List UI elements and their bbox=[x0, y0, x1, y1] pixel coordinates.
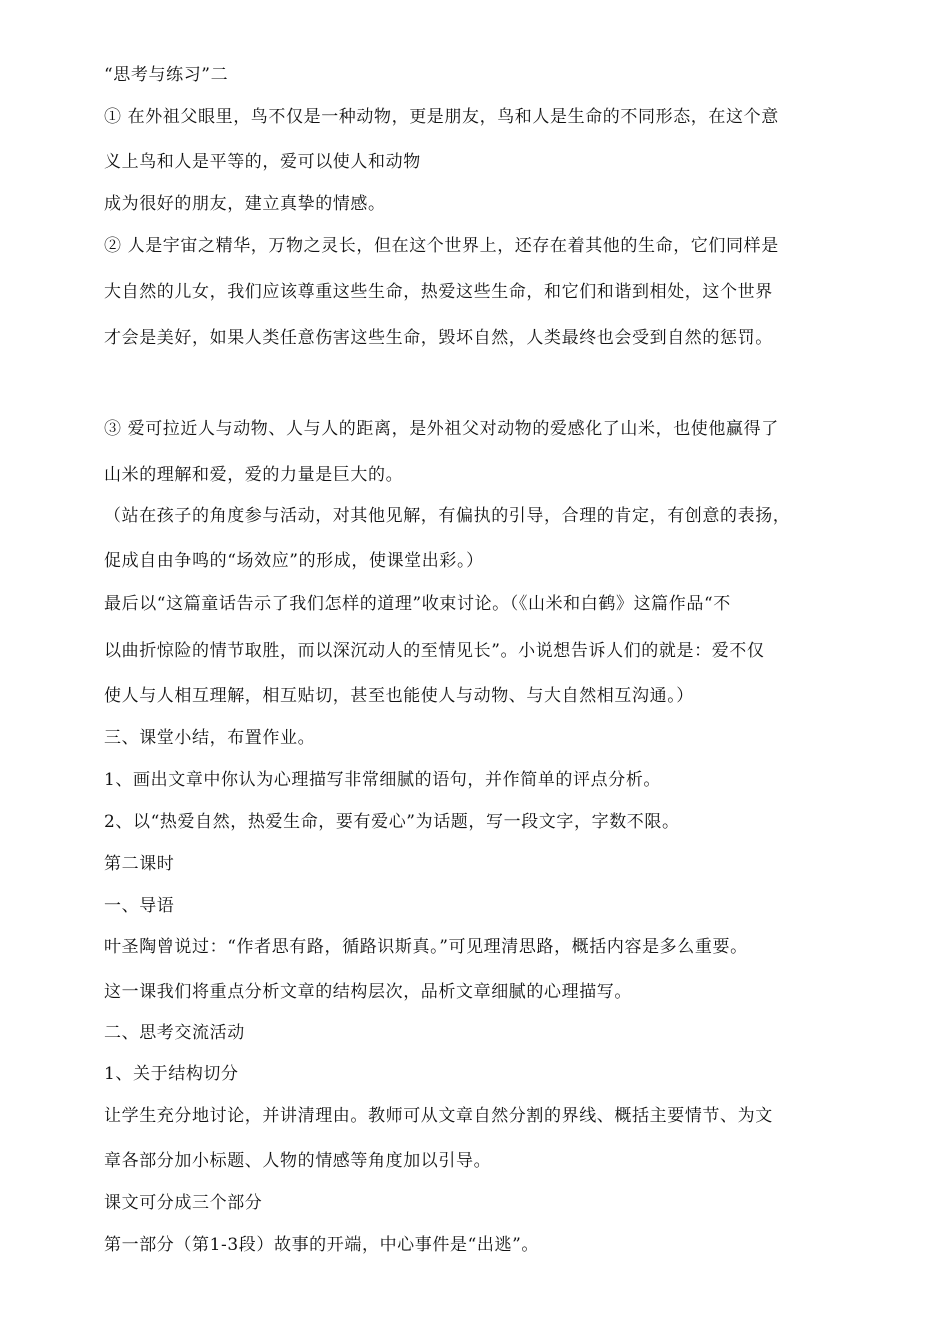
conclusion-line-1: 最后以“这篇童话告示了我们怎样的道理”收束讨论。（《山米和白鹤》这篇作品“不 bbox=[104, 594, 731, 614]
homework-item-2: 2、以“热爱自然，热爱生命，要有爱心”为话题，写一段文字，字数不限。 bbox=[104, 812, 680, 832]
conclusion-line-3: 使人与人相互理解，相互贴切，甚至也能使人与动物、与大自然相互沟通。） bbox=[104, 686, 694, 706]
answer-3-line-1: ③ 爱可拉近人与动物、人与人的距离，是外祖父对动物的爱感化了山米，也使他赢得了 bbox=[104, 419, 779, 439]
part-1-description: 第一部分（第1-3段）故事的开端，中心事件是“出逃”。 bbox=[104, 1235, 539, 1255]
structure-line-2: 章各部分加小标题、人物的情感等角度加以引导。 bbox=[104, 1151, 492, 1171]
answer-1-line-1: ① 在外祖父眼里，鸟不仅是一种动物，更是朋友，鸟和人是生命的不同形态，在这个意 bbox=[104, 107, 779, 127]
note-line-2: 促成自由争鸣的“场效应”的形成，使课堂出彩。） bbox=[104, 551, 484, 571]
intro-heading: 一、导语 bbox=[104, 896, 175, 916]
note-line-1: （站在孩子的角度参与活动，对其他见解，有偏执的引导，合理的肯定，有创意的表扬， bbox=[104, 506, 791, 526]
section-2-heading: 二、思考交流活动 bbox=[104, 1023, 245, 1043]
answer-1-line-3: 成为很好的朋友，建立真挚的情感。 bbox=[104, 194, 386, 214]
answer-2-line-2: 大自然的儿女，我们应该尊重这些生命，热爱这些生命，和它们和谐到相处，这个世界 bbox=[104, 282, 773, 302]
heading-thinking-practice: “思考与练习”二 bbox=[104, 65, 229, 85]
homework-item-1: 1、画出文章中你认为心理描写非常细腻的语句，并作简单的评点分析。 bbox=[104, 770, 662, 790]
answer-1-line-2: 义上鸟和人是平等的，爱可以使人和动物 bbox=[104, 152, 421, 172]
section-3-heading: 三、课堂小结，布置作业。 bbox=[104, 728, 316, 748]
intro-line-1: 叶圣陶曾说过：“作者思有路，循路识斯真。”可见理清思路，概括内容是多么重要。 bbox=[104, 937, 748, 957]
answer-3-line-2: 山米的理解和爱，爱的力量是巨大的。 bbox=[104, 465, 404, 485]
conclusion-line-2: 以曲折惊险的情节取胜，而以深沉动人的至情见长”。小说想告诉人们的就是：爱不仅 bbox=[104, 641, 765, 661]
division-intro: 课文可分成三个部分 bbox=[104, 1193, 263, 1213]
intro-line-2: 这一课我们将重点分析文章的结构层次，品析文章细腻的心理描写。 bbox=[104, 982, 632, 1002]
structure-line-1: 让学生充分地讨论，并讲清理由。教师可从文章自然分割的界线、概括主要情节、为文 bbox=[104, 1106, 773, 1126]
answer-2-line-3: 才会是美好，如果人类任意伤害这些生命，毁坏自然，人类最终也会受到自然的惩罚。 bbox=[104, 328, 773, 348]
structure-heading: 1、关于结构切分 bbox=[104, 1064, 239, 1084]
lesson-2-heading: 第二课时 bbox=[104, 854, 175, 874]
answer-2-line-1: ② 人是宇宙之精华，万物之灵长，但在这个世界上，还存在着其他的生命，它们同样是 bbox=[104, 236, 779, 256]
